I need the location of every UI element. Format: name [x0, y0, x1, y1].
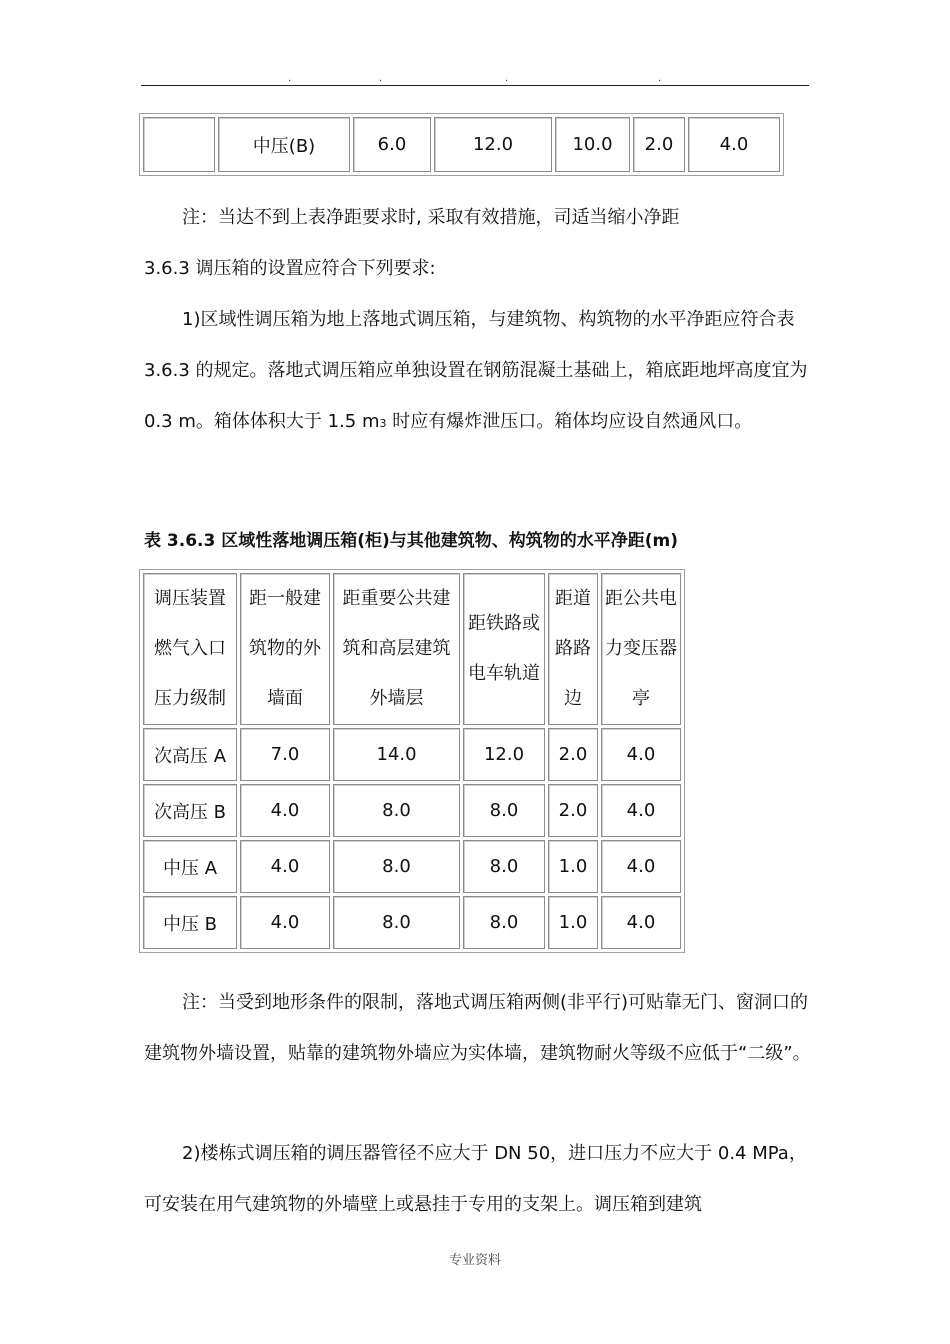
table-caption: 表 3.6.3 区域性落地调压箱(柜)与其他建筑物、构筑物的水平净距(m) — [144, 531, 679, 551]
table-cell: 8.0 — [463, 784, 545, 837]
header-line: 燃气入口 — [154, 638, 226, 659]
table-cell: 8.0 — [333, 896, 460, 949]
header-line: 力变压器 — [605, 638, 677, 659]
table-cell: 中压 A — [143, 840, 237, 893]
header-line: 亭 — [632, 688, 650, 709]
header-cell — [548, 573, 598, 725]
table-cell: 14.0 — [333, 728, 460, 781]
header-cell — [601, 573, 681, 725]
table-cell: 次高压 B — [143, 784, 237, 837]
table-cell: 6.0 — [353, 117, 431, 172]
header-line: 距铁路或 — [468, 613, 540, 634]
table-cell: 8.0 — [463, 840, 545, 893]
table-cell: 7.0 — [240, 728, 330, 781]
table-row — [143, 784, 681, 837]
header-line: 筑和高层建筑 — [342, 638, 451, 659]
continued-table — [139, 113, 784, 176]
header-line: 路路 — [555, 638, 591, 659]
table-cell: 4.0 — [601, 784, 681, 837]
header-line: 调压装置 — [154, 588, 226, 609]
table-cell: 4.0 — [601, 896, 681, 949]
table-cell: 中压(B) — [218, 117, 350, 172]
table-cell: 12.0 — [434, 117, 552, 172]
item-1-text: 1)区域性调压箱为地上落地式调压箱，与建筑物、构筑物的水平净距应符合表 3.6.3 的规定。落地式调压箱应单独设置在钢筋混凝土基础上，箱底距地坪高度宜为 0.3 m。箱体体积大于 1.5 m — [144, 309, 808, 432]
table-cell: 2.0 — [548, 784, 598, 837]
header-rule — [141, 85, 809, 86]
header-cell — [143, 573, 237, 725]
table-cell: 次高压 A — [143, 728, 237, 781]
header-line: 边 — [564, 688, 582, 709]
header-line: 距重要公共建 — [342, 588, 451, 609]
header-dot: . — [505, 73, 509, 84]
item-2-paragraph: 2)楼栋式调压箱的调压器管径不应大于 DN 50，进口压力不应大于 0.4 MPa，可安装在用气建筑物的外墙壁上或悬挂于专用的支架上。调压箱到建筑 — [144, 1143, 807, 1215]
header-cell — [240, 573, 330, 725]
table-header-row — [143, 573, 681, 725]
header-line: 外墙层 — [369, 688, 424, 709]
header-dot: . — [658, 73, 662, 84]
table-row — [143, 728, 681, 781]
note-2-paragraph: 注：当受到地形条件的限制，落地式调压箱两侧(非平行)可贴靠无门、窗洞口的建筑物外墙设置，贴靠的建筑物外墙应为实体墙，建筑物耐火等级不应低于“二级”。 — [144, 992, 811, 1064]
header-line: 距道 — [555, 588, 591, 609]
item-1-text-end: 时应有爆炸泄压口。箱体均应设自然通风口。 — [386, 411, 753, 432]
table-cell: 4.0 — [240, 896, 330, 949]
table-cell: 4.0 — [688, 117, 780, 172]
item-1-paragraph — [144, 294, 812, 449]
table-cell: 4.0 — [601, 728, 681, 781]
table-cell: 10.0 — [555, 117, 630, 172]
table-cell: 2.0 — [548, 728, 598, 781]
clearance-table — [139, 569, 685, 953]
table-cell — [143, 117, 215, 172]
note-paragraph: 注：当达不到上表净距要求时, 采取有效措施，司适当缩小净距 — [182, 207, 680, 228]
header-line: 距公共电 — [605, 588, 677, 609]
header-dot: . — [288, 73, 292, 84]
table-cell: 1.0 — [548, 840, 598, 893]
table-cell: 12.0 — [463, 728, 545, 781]
table-cell: 1.0 — [548, 896, 598, 949]
header-line: 电车轨道 — [468, 663, 540, 684]
header-line: 距一般建 — [249, 588, 321, 609]
table-cell: 8.0 — [463, 896, 545, 949]
table-cell: 中压 B — [143, 896, 237, 949]
table-cell: 8.0 — [333, 840, 460, 893]
superscript-3: 3 — [379, 417, 387, 430]
header-cell — [463, 573, 545, 725]
table-row — [143, 117, 780, 172]
table-cell: 4.0 — [240, 840, 330, 893]
header-dot: . — [379, 73, 383, 84]
table-row — [143, 896, 681, 949]
table-cell: 4.0 — [240, 784, 330, 837]
table-cell: 4.0 — [601, 840, 681, 893]
section-heading: 3.6.3 调压箱的设置应符合下列要求: — [144, 258, 436, 279]
header-line: 墙面 — [267, 688, 303, 709]
header-cell — [333, 573, 460, 725]
table-row — [143, 840, 681, 893]
header-line: 筑物的外 — [249, 638, 321, 659]
table-cell: 2.0 — [633, 117, 685, 172]
header-line: 压力级制 — [154, 688, 226, 709]
table-cell: 8.0 — [333, 784, 460, 837]
page-footer: 专业资料 — [448, 1253, 501, 1268]
